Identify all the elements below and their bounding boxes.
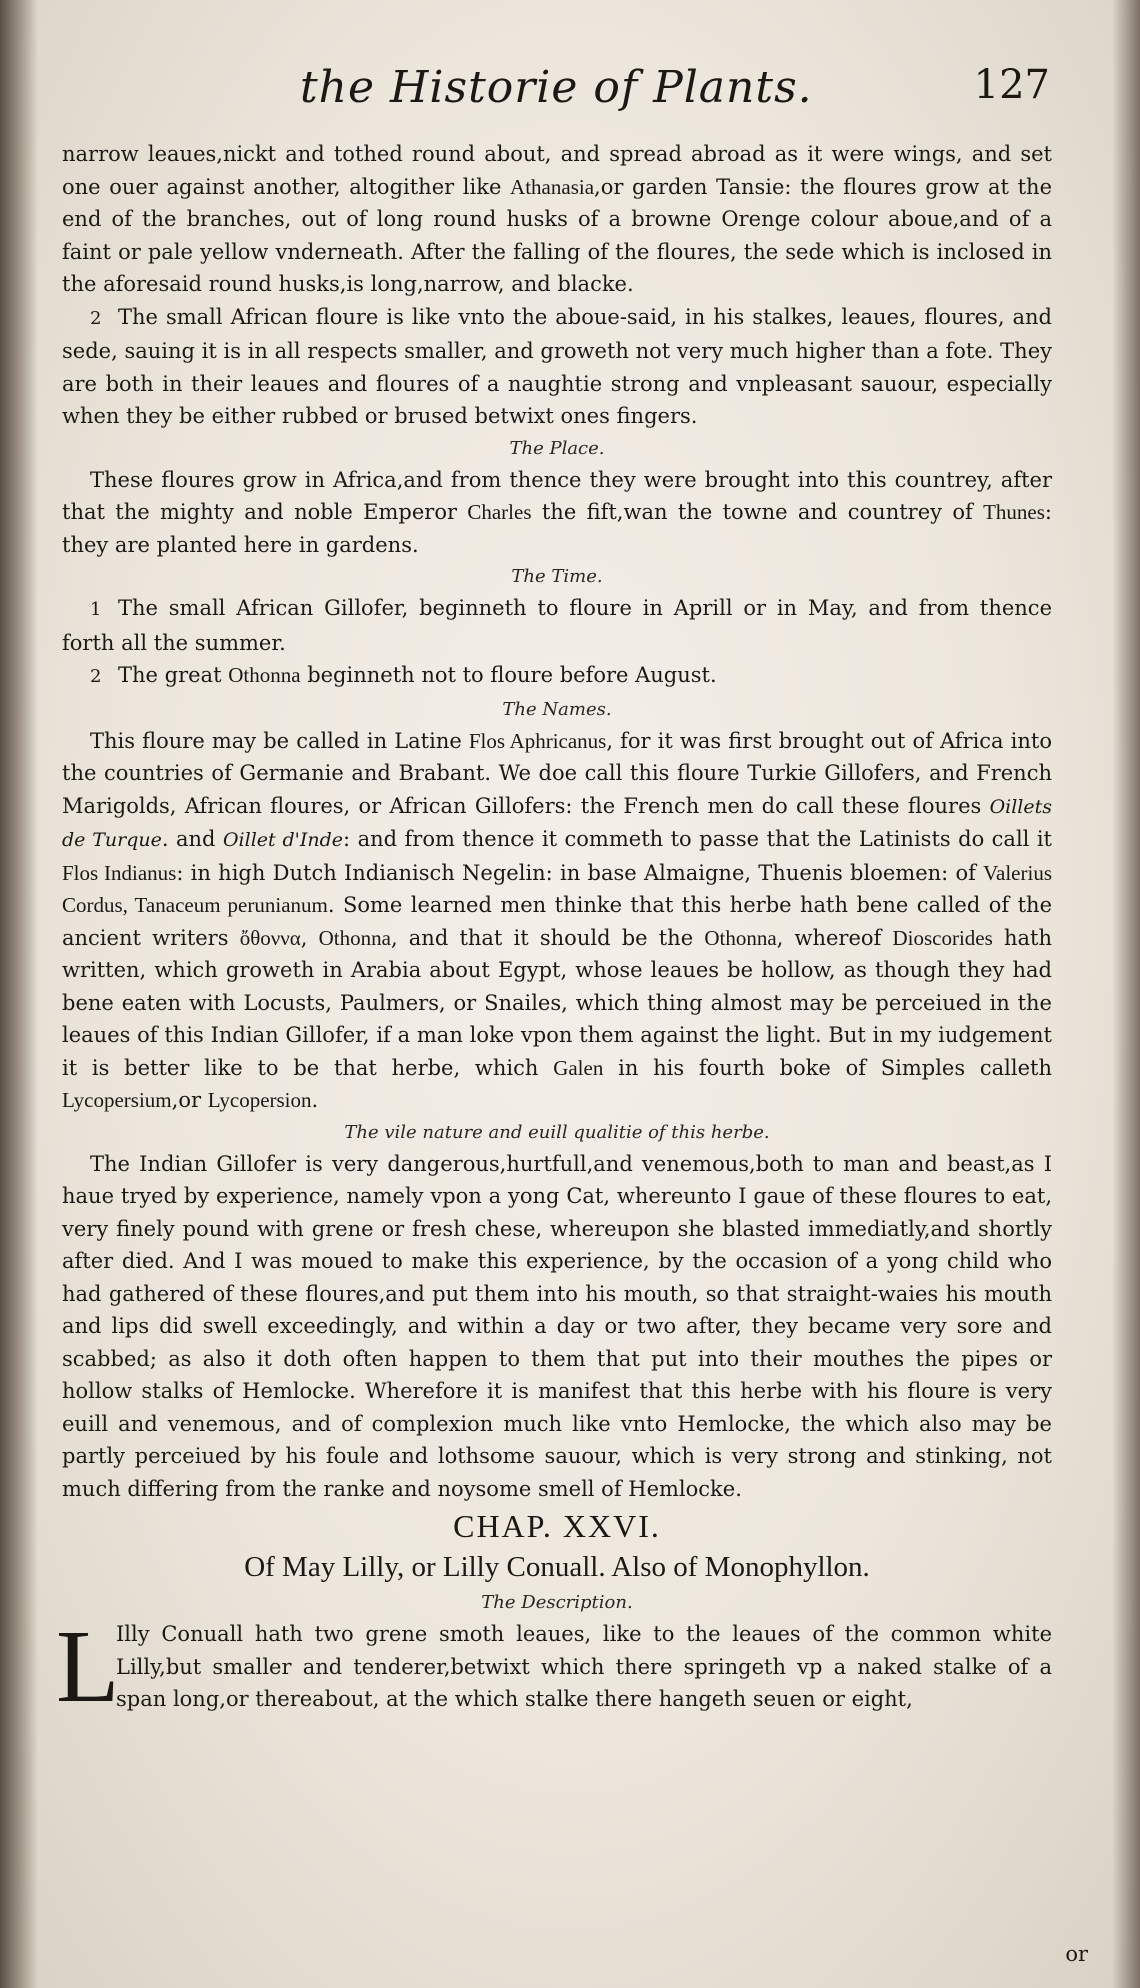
paragraph-number: 2 xyxy=(90,666,102,687)
paragraph-number: 2 xyxy=(90,307,102,329)
chapter-title: Of May Lilly, or Lilly Conuall. Also of Monophyllon. xyxy=(244,1551,870,1583)
running-head xyxy=(300,62,1080,122)
paragraph-number: 1 xyxy=(90,599,102,620)
paragraph-names: This floure may be called in Latine Flos Aphricanus, for it was first brought out of Africa into the countries of Germanie and Brabant. We doe call this floure Turkie Gillofers, and French Marigolds, African floures, or African Gillofers: the French men do call these floures Oillets de Turque. and Oillet d'Inde: and from thence it commeth to passe that the Latinists do call it Flos Indianus: in high Dutch Indianisch Negelin: in base Almaigne, Thuenis bloemen: of Valerius Cordus, Tanaceum perunianum. Some learned men thinke that this herbe hath bene called of the ancient writers ὄθοννα, Othonna, and that it should be the Othonna, whereof Dioscorides hath written, which groweth in Arabia about Egypt, whose leaues be hollow, as though they had bene eaten with Locusts, Paulmers, or Snailes, which thing almost may be perceiued in the leaues of this Indian Gillofer, if a man loke vpon them against the light. But in my iudgement it is better like to be that herbe, which Galen in his fourth boke of Simples calleth Lycopersium,or Lycopersion. xyxy=(62,728,1053,1112)
page-number: 127 xyxy=(973,62,1050,108)
heading-place: The Place. xyxy=(509,437,605,459)
paragraph-description-end: narrow leaues,nickt and tothed round about, and spread abroad as it were wings, and set one ouer against another, altogither like Athanasia,or garden Tansie: the floures grow at the end of the branches, out of long round husks of a browne Orenge colour aboue,and of a faint or pale yellow vnderneath. After the falling of the floures, the sede which is inclosed in the aforesaid round husks,is long,narrow, and blacke. xyxy=(62,142,1052,296)
running-title: the Historie of Plants. xyxy=(300,62,813,113)
catchword: or xyxy=(1065,1942,1088,1966)
paragraph-lilly-conuall: L Illy Conuall hath two grene smoth leaues, like to the leaues of the common white Lilly,but smaller and tenderer,betwixt which there springeth vp a naked stalke of a span long,or thereabout, at the which stalke there hangeth seuen or eight, xyxy=(56,1609,1052,1724)
paragraph-small-african-floure: 2 The small African floure is like vnto the aboue-said, in his stalkes, leaues, floures, and sede, sauing it is in all respects smaller, and groweth not very much higher than a fote. They are both in their leaues and floures of a naughtie strong and vnpleasant sauour, especially when they be either rubbed or brused betwixt ones fingers. xyxy=(62,304,1052,428)
heading-names: The Names. xyxy=(502,698,612,720)
chapter-number: CHAP. XXVI. xyxy=(453,1508,661,1544)
heading-description: The Description. xyxy=(481,1592,633,1613)
drop-cap: L xyxy=(56,1609,120,1724)
paragraph-vile-nature: The Indian Gillofer is very dangerous,hurtfull,and venemous,both to man and beast,as I haue tryed by experience, namely vpon a yong Cat, whereunto I gaue of these floures to eat, very finely pound with grene or fresh chese, whereupon she blasted immediatly,and shortly after died. And I was moued to make this experience, by the occasion of a yong child who had gathered of these floures,and put them into his mouth, so that straight-waies his mouth and lips did swell exceedingly, and within a day or two after, they became very sore and scabbed; as also it doth often happen to them that put into their mouthes the pipes or hollow stalks of Hemlocke. Wherefore it is manifest that this herbe with his floure is very euill and venemous, and of complexion much like vnto Hemlocke, the which also may be partly perceiued by his foule and lothsome sauour, which is very strong and stinking, not much differing from the ranke and noysome smell of Hemlocke. xyxy=(62,1151,1052,1501)
text-column xyxy=(56,138,1053,1724)
heading-time: The Time. xyxy=(511,566,603,587)
paragraph-place: These floures grow in Africa,and from thence they were brought into this countrey, after that the mighty and noble Emperor Charles the fift,wan the towne and countrey of Thunes: they are planted here in gardens. xyxy=(62,467,1052,557)
heading-vile-nature: The vile nature and euill qualitie of this herbe. xyxy=(344,1121,770,1143)
paragraph-time-1: 1 The small African Gillofer, beginneth to floure in Aprill or in May, and from thence forth all the summer. xyxy=(62,596,1052,655)
paragraph-time-2: 2 The great Othonna beginneth not to floure before August. xyxy=(62,659,1052,694)
